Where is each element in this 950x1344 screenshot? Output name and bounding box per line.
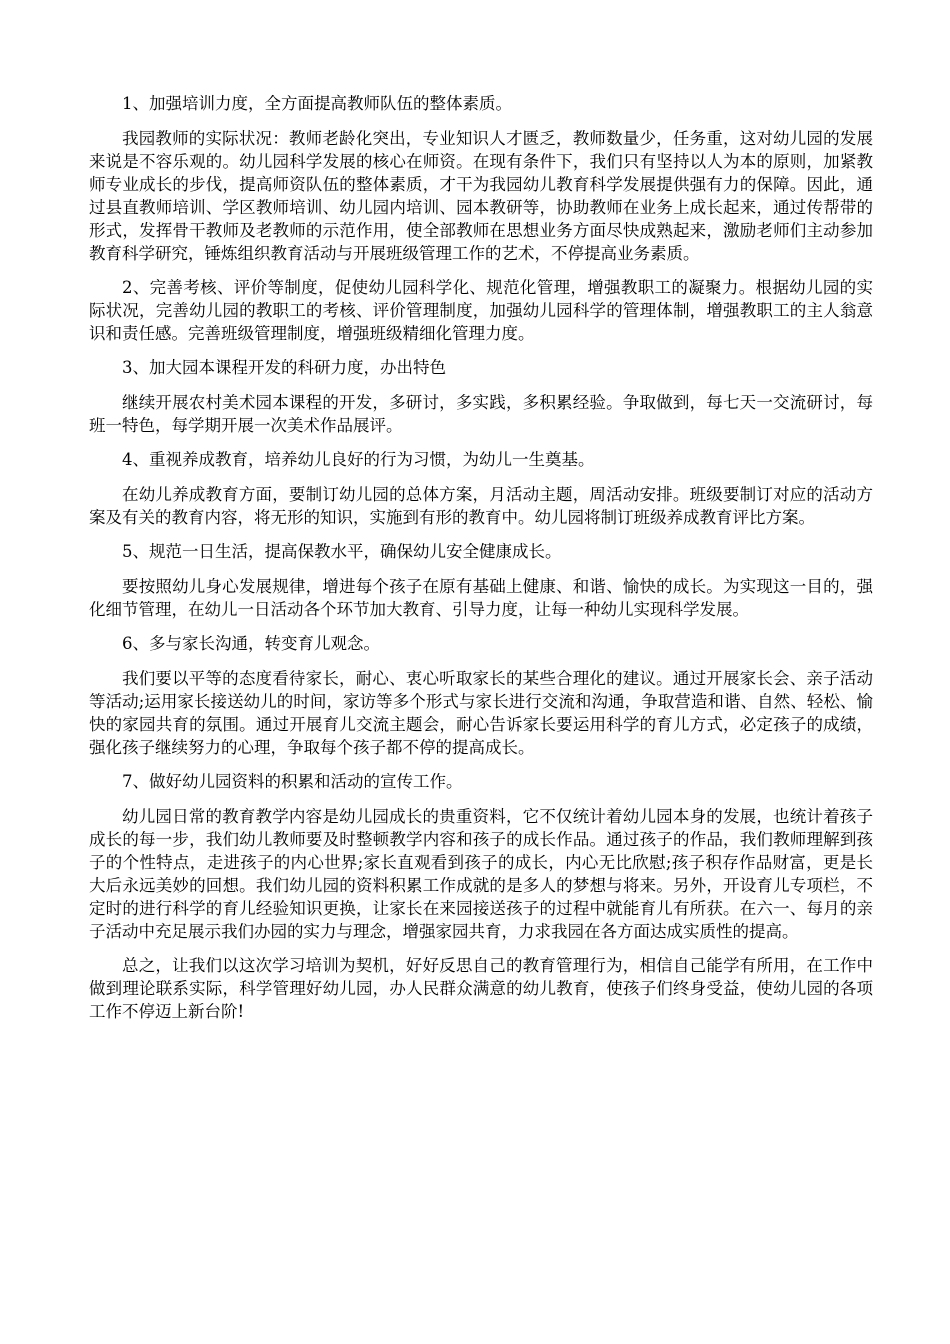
section-heading-7: 7、做好幼儿园资料的积累和活动的宣传工作。 [122,772,463,791]
paragraph-records-publicity: 幼儿园日常的教育教学内容是幼儿园成长的贵重资料，它不仅统计着幼儿园本身的发展，也统计着孩子成长的每一步，我们幼儿教师要及时整顿教学内容和孩子的成长作品。通过孩子的作品，我们教师理解到孩子的个性特点，走进孩子的内心世界;家长直观看到孩子的成长，内心无比欣慰;孩子积存作品财富，更是长大后永远美妙的回想。我们幼儿园的资料积累工作成就的是多人的梦想与将来。另外，开设育儿专项栏，不定时的进行科学的育儿经验知识更换，让家长在来园接送孩子的过程中就能育儿有所获。在六一、每月的亲子活动中充足展示我们办园的实力与理念，增强家园共育，力求我园在各方面达成实质性的提高。 [89,807,873,941]
section-heading-3: 3、加大园本课程开发的科研力度，办出特色 [122,358,446,377]
section-heading-4: 4、重视养成教育，培养幼儿良好的行为习惯，为幼儿一生奠基。 [122,450,595,469]
paragraph-parent-communication: 我们要以平等的态度看待家长，耐心、衷心听取家长的某些合理化的建议。通过开展家长会、亲子活动等活动;运用家长接送幼儿的时间，家访等多个形式与家长进行交流和沟通，争取营造和谐、自然、轻松、愉快的家园共育的氛围。通过开展育儿交流主题会，耐心告诉家长要运用科学的育儿方式，必定孩子的成绩，强化孩子继续努力的心理，争取每个孩子都不停的提高成长。 [89,669,873,757]
paragraph-assessment-system: 2、完善考核、评价等制度，促使幼儿园科学化、规范化管理，增强教职工的凝聚力。根据幼儿园的实际状况，完善幼儿园的教职工的考核、评价管理制度，加强幼儿园科学的管理体制，增强教职工的主人翁意识和责任感。完善班级管理制度，增强班级精细化管理力度。 [89,278,873,343]
section-heading-6: 6、多与家长沟通，转变育儿观念。 [122,634,380,653]
paragraph-daily-life: 要按照幼儿身心发展规律，增进每个孩子在原有基础上健康、和谐、愉快的成长。为实现这一目的，强化细节管理，在幼儿一日活动各个环节加大教育、引导力度，让每一种幼儿实现科学发展。 [89,577,873,619]
paragraph-teacher-status: 我园教师的实际状况：教师老龄化突出，专业知识人才匮乏，教师数量少，任务重，这对幼儿园的发展来说是不容乐观的。幼儿园科学发展的核心在师资。在现有条件下，我们只有坚持以人为本的原则，加紧教师专业成长的步伐，提高师资队伍的整体素质，才干为我园幼儿教育科学发展提供强有力的保障。因此，通过县直教师培训、学区教师培训、幼儿园内培训、园本教研等，协助教师在业务上成长起来，通过传帮带的形式，发挥骨干教师及老教师的示范作用，使全部教师在思想业务方面尽快成熟起来，激励老师们主动参加教育科学研究，锤炼组织教育活动与开展班级管理工作的艺术，不停提高业务素质。 [89,129,873,263]
document-body [89,92,873,1034]
section-heading-1: 1、加强培训力度，全方面提高教师队伍的整体素质。 [122,94,512,113]
paragraph-habit-education: 在幼儿养成教育方面，要制订幼儿园的总体方案，月活动主题，周活动安排。班级要制订对应的活动方案及有关的教育内容，将无形的知识，实施到有形的教育中。幼儿园将制订班级养成教育评比方案。 [89,485,873,527]
section-heading-5: 5、规范一日生活，提高保教水平，确保幼儿安全健康成长。 [122,542,562,561]
paragraph-art-curriculum: 继续开展农村美术园本课程的开发，多研讨，多实践，多积累经验。争取做到，每七天一交流研讨，每班一特色，每学期开展一次美术作品展评。 [89,393,873,435]
paragraph-conclusion: 总之，让我们以这次学习培训为契机，好好反思自己的教育管理行为，相信自己能学有所用，在工作中做到理论联系实际，科学管理好幼儿园，办人民群众满意的幼儿教育，使孩子们终身受益，使幼儿园的各项工作不停迈上新台阶! [89,956,873,1021]
